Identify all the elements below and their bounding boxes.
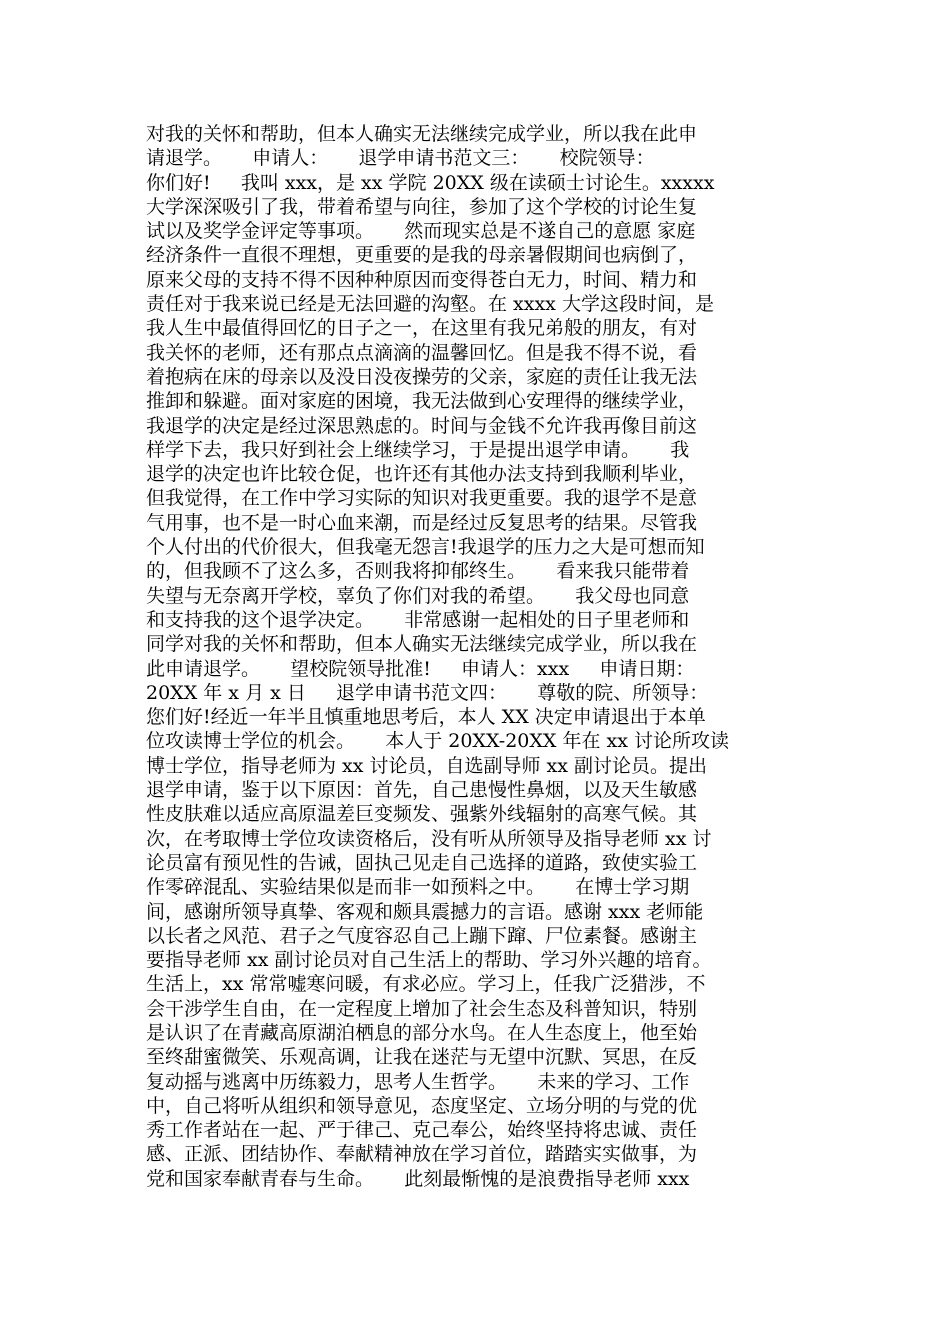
text-line: 感、正派、团结协作、奉献精神放在学习首位，踏踏实实做事，为 xyxy=(146,1143,698,1166)
text-line: 以长者之风范、君子之气度容忍自己上蹦下蹿、尸位素餐。感谢主 xyxy=(146,924,698,947)
text-line: 推卸和躲避。面对家庭的困境，我无法做到心安理得的继续学业， xyxy=(146,390,698,413)
text-line: 作零碎混乱、实验结果似是而非一如预料之中。 在博士学习期 xyxy=(146,876,690,899)
text-line: 中，自己将听从组织和领导意见，态度坚定、立场分明的与党的优 xyxy=(146,1094,698,1117)
text-line: 秀工作者站在一起、严于律己、克己奉公，始终坚持将忠诚、责任 xyxy=(146,1119,698,1142)
document-body-text xyxy=(146,122,806,1191)
text-line: 但我觉得，在工作中学习实际的知识对我更重要。我的退学不是意 xyxy=(146,487,698,510)
text-line: 失望与无奈离开学校，辜负了你们对我的希望。 我父母也同意 xyxy=(146,584,690,607)
text-line: 对我的关怀和帮助，但本人确实无法继续完成学业，所以我在此申 xyxy=(146,123,698,145)
text-line: 20XX 年 x 月 x 日 退学申请书范文四： 尊敬的院、所领导： xyxy=(146,681,709,704)
text-line: 我关怀的老师，还有那点点滴滴的温馨回忆。但是我不得不说，看 xyxy=(146,341,698,364)
text-line: 论员富有预见性的告诫，固执己见走自己选择的道路，致使实验工 xyxy=(146,851,698,874)
text-line: 你们好! 我叫 xxx，是 xx 学院 20XX 级在读硕士讨论生。xxxxx xyxy=(146,171,715,194)
text-line: 同学对我的关怀和帮助，但本人确实无法继续完成学业，所以我在 xyxy=(146,633,698,656)
text-line: 的，但我顾不了这么多，否则我将抑郁终生。 看来我只能带着 xyxy=(146,560,690,583)
text-line: 我人生中最值得回忆的日子之一，在这里有我兄弟般的朋友，有对 xyxy=(146,317,698,340)
text-line: 您们好!经近一年半且慎重地思考后，本人 XX 决定申请退出于本单 xyxy=(146,706,706,729)
text-line: 退学申请，鉴于以下原因：首先，自己患慢性鼻烟，以及天生敏感 xyxy=(146,779,698,802)
text-line: 次，在考取博士学位攻读资格后，没有听从所领导及指导老师 xx 讨 xyxy=(146,827,712,850)
text-line: 请退学。 申请人： 退学申请书范文三： 校院领导： xyxy=(146,147,655,170)
text-line: 气用事，也不是一时心血来潮，而是经过反复思考的结果。尽管我 xyxy=(146,511,698,534)
text-line: 责任对于我来说已经是无法回避的沟壑。在 xxxx 大学这段时间，是 xyxy=(146,293,714,316)
text-line: 间，感谢所领导真挚、客观和颇具震撼力的言语。感谢 xxx 老师能 xyxy=(146,900,704,923)
text-line: 党和国家奉献青春与生命。 此刻最惭愧的是浪费指导老师 xxx xyxy=(146,1167,690,1190)
text-line: 性皮肤难以适应高原温差巨变频发、强紫外线辐射的高寒气候。其 xyxy=(146,803,698,826)
text-line: 至终甜蜜微笑、乐观高调，让我在迷茫与无望中沉默、冥思，在反 xyxy=(146,1046,698,1069)
text-line: 博士学位，指导老师为 xx 讨论员，自选副导师 xx 副讨论员。提出 xyxy=(146,754,708,777)
text-line: 着抱病在床的母亲以及没日没夜操劳的父亲，家庭的责任让我无法 xyxy=(146,365,698,388)
text-line: 退学的决定也许比较仓促，也许还有其他办法支持到我顺利毕业， xyxy=(146,463,698,486)
text-line: 经济条件一直很不理想，更重要的是我的母亲暑假期间也病倒了， xyxy=(146,244,698,267)
text-line: 此申请退学。 望校院领导批准! 申请人：xxx 申请日期： xyxy=(146,657,695,680)
text-line: 位攻读博士学位的机会。 本人于 20XX-20XX 年在 xx 讨论所攻读 xyxy=(146,730,729,753)
text-line: 试以及奖学金评定等事项。 然而现实总是不遂自己的意愿 家庭 xyxy=(146,220,696,243)
text-line: 是认识了在青藏高原湖泊栖息的部分水鸟。在人生态度上，他至始 xyxy=(146,1021,698,1044)
text-line: 个人付出的代价很大，但我毫无怨言!我退学的压力之大是可想而知 xyxy=(146,536,705,559)
text-line: 复动摇与逃离中历练毅力，思考人生哲学。 未来的学习、工作 xyxy=(146,1070,690,1093)
text-line: 生活上，xx 常常嘘寒问暖，有求必应。学习上，任我广泛猎涉，不 xyxy=(146,973,706,996)
text-line: 样学下去，我只好到社会上继续学习，于是提出退学申请。 我 xyxy=(146,438,690,461)
text-line: 和支持我的这个退学决定。 非常感谢一起相处的日子里老师和 xyxy=(146,608,690,631)
text-line: 要指导老师 xx 副讨论员对自己生活上的帮助、学习外兴趣的培育。 xyxy=(146,949,712,972)
text-line: 大学深深吸引了我，带着希望与向往，参加了这个学校的讨论生复 xyxy=(146,195,698,218)
text-line: 会干涉学生自由，在一定程度上增加了社会生态及科普知识，特别 xyxy=(146,997,698,1020)
text-line: 我退学的决定是经过深思熟虑的。时间与金钱不允许我再像目前这 xyxy=(146,414,698,437)
text-line: 原来父母的支持不得不因种种原因而变得苍白无力，时间、精力和 xyxy=(146,268,698,291)
